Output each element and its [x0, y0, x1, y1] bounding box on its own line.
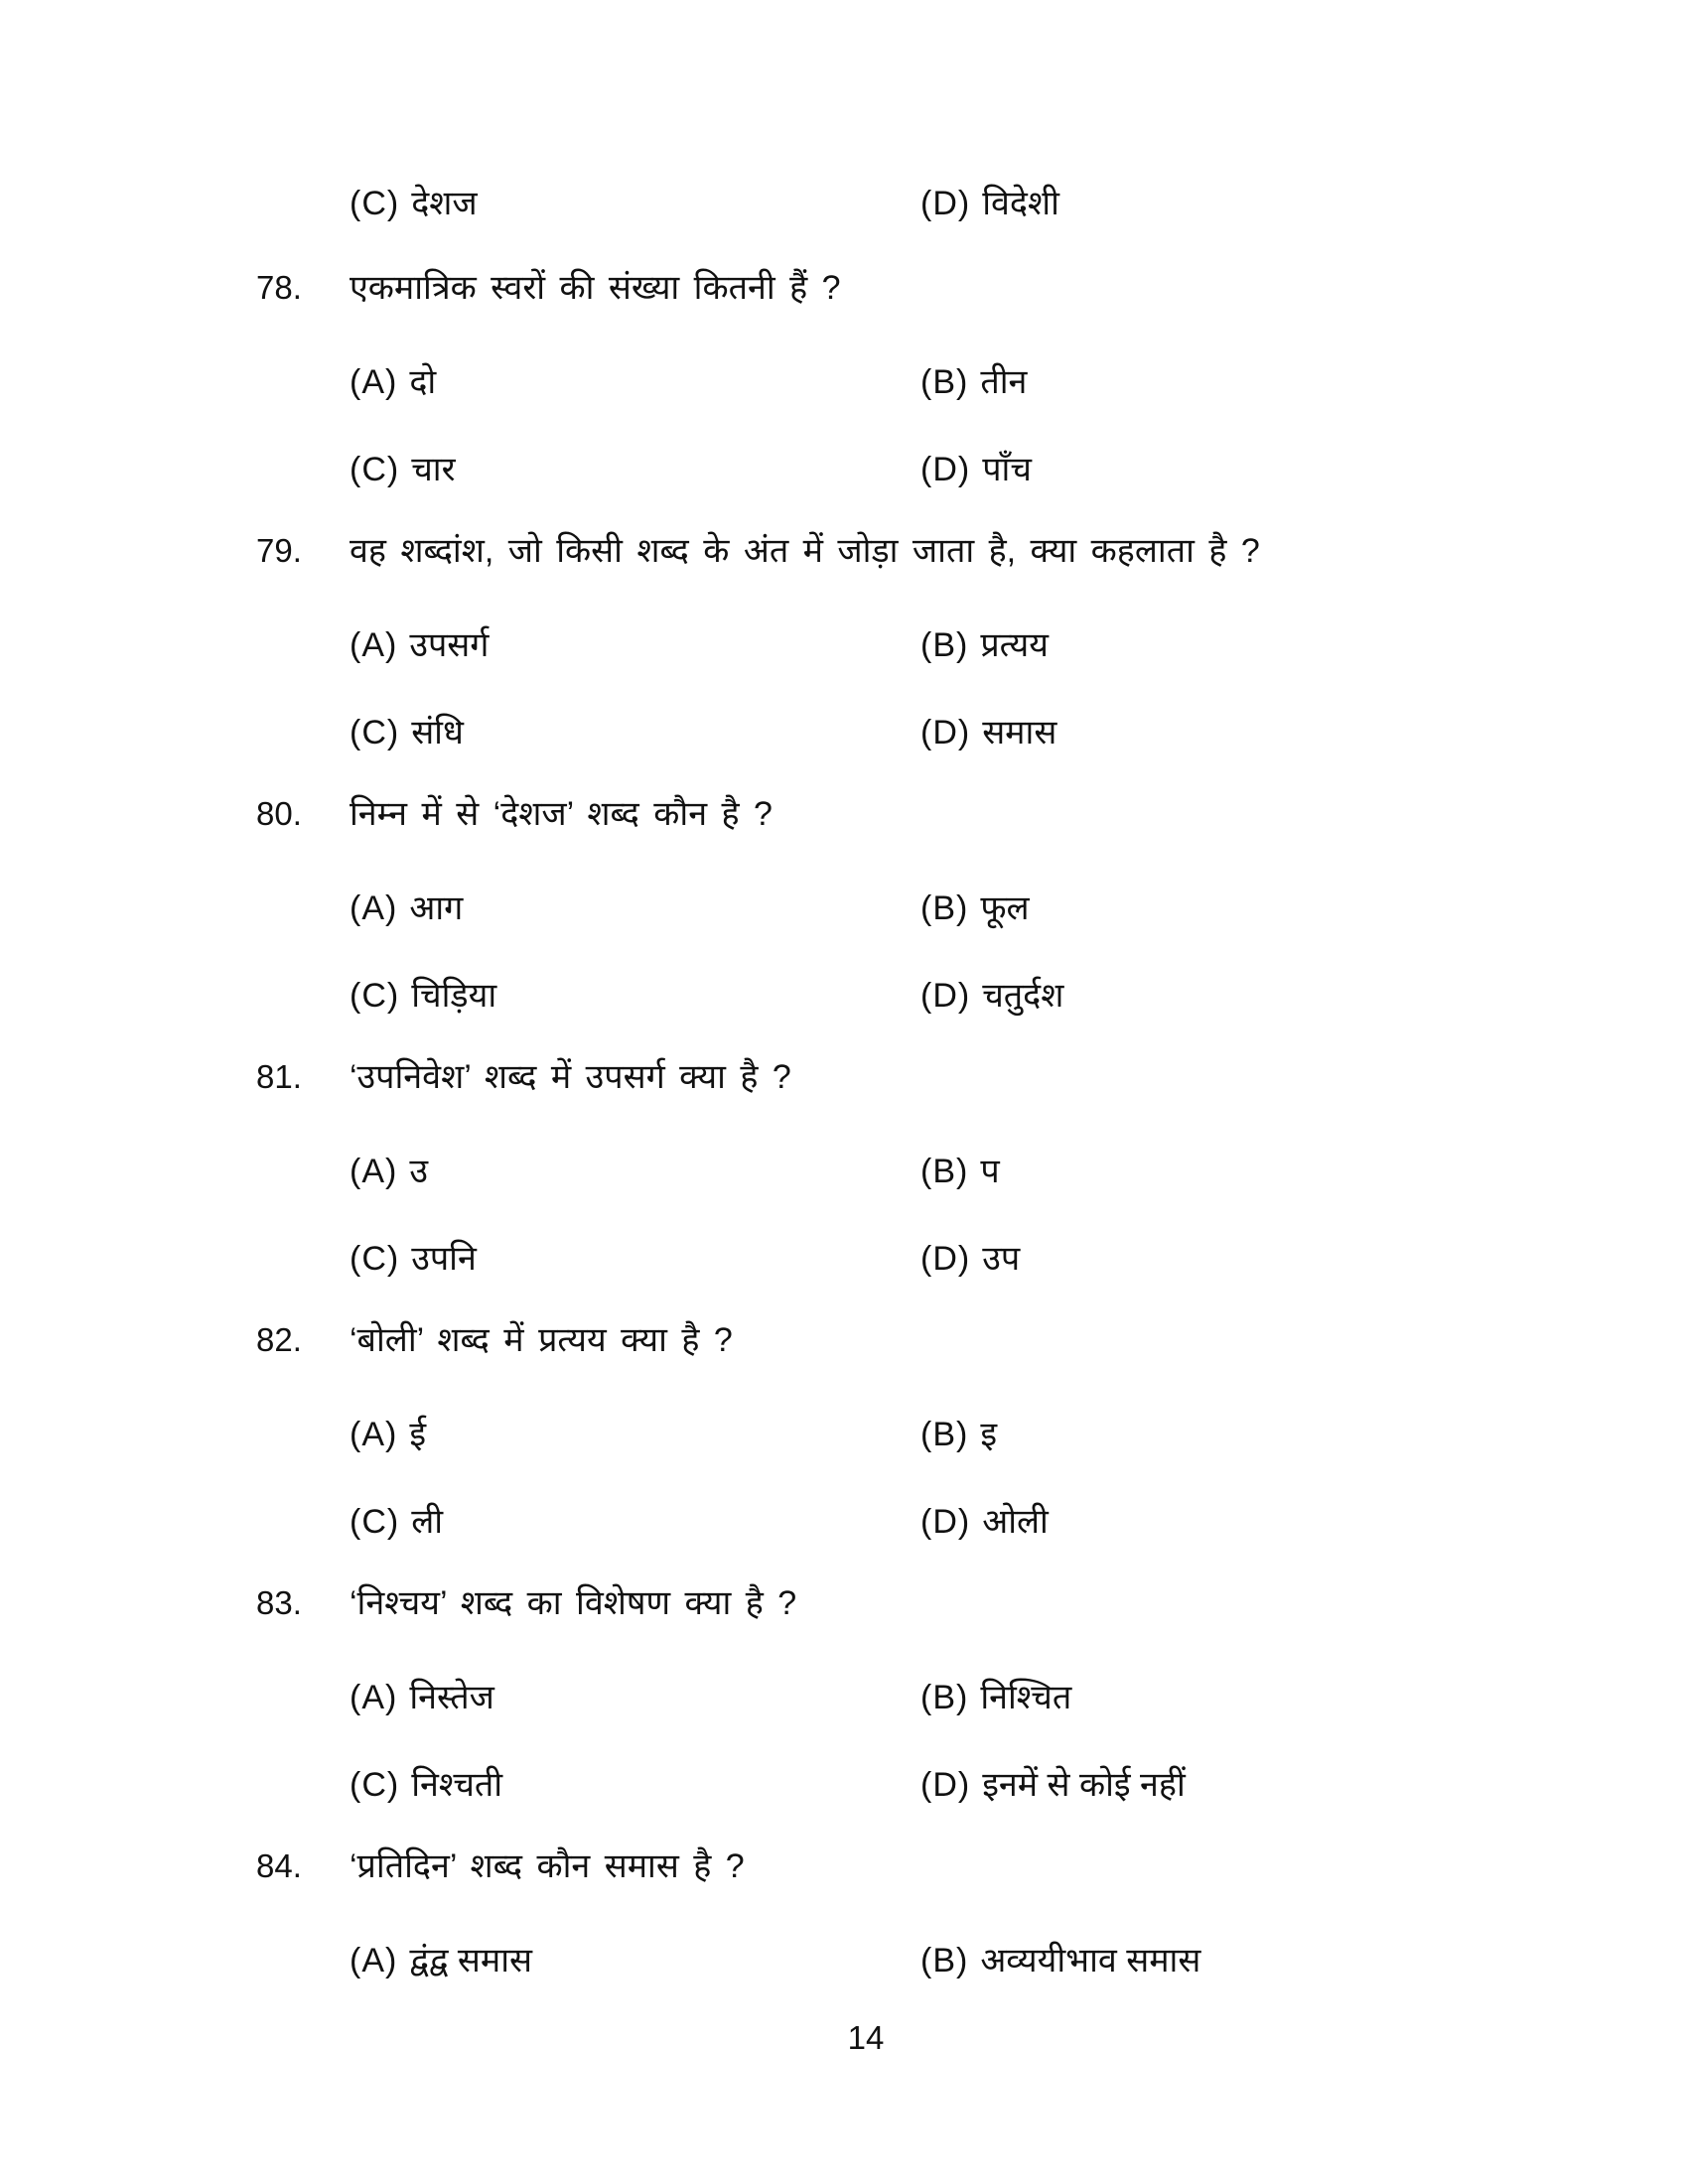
question-82 — [256, 1318, 1688, 1544]
question-text: ‘उपनिवेश’ शब्द में उपसर्ग क्या है ? — [350, 1058, 791, 1096]
question-81-options — [350, 1150, 1688, 1281]
option-letter: (A) — [350, 363, 398, 401]
question-text: ‘निश्चय’ शब्द का विशेषण क्या है ? — [350, 1584, 797, 1622]
option-letter: (C) — [350, 451, 400, 488]
option-d — [920, 1763, 1688, 1807]
option-letter: (D) — [920, 1766, 971, 1804]
question-row — [256, 1844, 1688, 1888]
option-text: निश्चती — [411, 1766, 503, 1804]
option-text: निश्चित — [980, 1679, 1072, 1716]
option-a — [350, 360, 920, 404]
question-79 — [256, 529, 1688, 754]
option-a — [350, 623, 920, 667]
option-text: पाँच — [982, 451, 1032, 488]
option-d — [920, 711, 1688, 754]
option-text: संधि — [411, 714, 464, 751]
question-80 — [256, 792, 1688, 1018]
option-letter: (B) — [920, 626, 969, 664]
option-letter: (D) — [920, 451, 971, 488]
question-text: एकमात्रिक स्वरों की संख्या कितनी हैं ? — [350, 269, 841, 307]
option-letter: (A) — [350, 1942, 398, 1979]
option-letter: (B) — [920, 363, 969, 401]
option-c — [350, 1500, 920, 1544]
option-d — [920, 1237, 1688, 1281]
option-text: देशज — [411, 185, 478, 222]
option-letter: (D) — [920, 977, 971, 1015]
question-number: 79. — [256, 532, 302, 569]
option-letter: (C) — [350, 1240, 400, 1278]
option-text: द्वंद्व समास — [409, 1942, 532, 1979]
question-number: 82. — [256, 1321, 302, 1358]
option-letter: (B) — [920, 1679, 969, 1716]
option-text: चिड़िया — [411, 977, 497, 1015]
question-78-options — [350, 360, 1688, 491]
option-text: अव्ययीभाव समास — [980, 1942, 1201, 1979]
question-row — [256, 529, 1688, 573]
question-row — [256, 1581, 1688, 1625]
question-77-options — [350, 182, 1688, 225]
option-letter: (D) — [920, 185, 971, 222]
option-a — [350, 1939, 920, 1982]
question-number: 84. — [256, 1847, 302, 1884]
option-letter: (C) — [350, 1766, 400, 1804]
option-d — [920, 1500, 1688, 1544]
option-letter: (B) — [920, 1416, 969, 1453]
question-number: 80. — [256, 795, 302, 832]
option-b — [920, 887, 1688, 930]
option-d — [920, 448, 1688, 491]
option-text: निस्तेज — [409, 1679, 494, 1716]
option-text: विदेशी — [982, 185, 1059, 222]
question-number: 78. — [256, 269, 302, 306]
option-text: समास — [982, 714, 1057, 751]
question-82-options — [350, 1413, 1688, 1544]
question-79-options — [350, 623, 1688, 754]
option-letter: (B) — [920, 889, 969, 927]
question-81 — [256, 1055, 1688, 1281]
question-text: वह शब्दांश, जो किसी शब्द के अंत में जोड़ा जाता है, क्या कहलाता है ? — [350, 532, 1260, 570]
option-letter: (A) — [350, 889, 398, 927]
question-number: 83. — [256, 1584, 302, 1621]
option-text: तीन — [980, 363, 1028, 401]
option-a — [350, 1413, 920, 1456]
option-text: प — [980, 1153, 1000, 1190]
option-text: चार — [411, 451, 456, 488]
option-b — [920, 1939, 1688, 1982]
option-text: उ — [409, 1153, 428, 1190]
option-b — [920, 1413, 1688, 1456]
option-letter: (A) — [350, 1153, 398, 1190]
option-text: उपनि — [411, 1240, 477, 1278]
option-text: इनमें से कोई नहीं — [982, 1766, 1186, 1804]
option-text: चतुर्दश — [982, 977, 1064, 1015]
option-b — [920, 1676, 1688, 1719]
option-b — [920, 360, 1688, 404]
option-text: फूल — [980, 889, 1030, 927]
option-c — [350, 448, 920, 491]
option-letter: (A) — [350, 1416, 398, 1453]
question-83-options — [350, 1676, 1688, 1807]
option-letter: (C) — [350, 185, 400, 222]
option-c — [350, 974, 920, 1018]
option-letter: (D) — [920, 1503, 971, 1541]
option-c — [350, 1763, 920, 1807]
option-c — [350, 1237, 920, 1281]
option-text: उप — [982, 1240, 1021, 1278]
option-text: इ — [980, 1416, 998, 1453]
question-78 — [256, 266, 1688, 491]
question-80-options — [350, 887, 1688, 1018]
option-letter: (A) — [350, 626, 398, 664]
question-row — [256, 792, 1688, 836]
question-84-options — [350, 1939, 1688, 1982]
page-number: 14 — [847, 2019, 885, 2056]
question-text: ‘बोली’ शब्द में प्रत्यय क्या है ? — [350, 1321, 733, 1359]
question-84 — [256, 1844, 1688, 1982]
question-83 — [256, 1581, 1688, 1807]
option-letter: (B) — [920, 1942, 969, 1979]
option-text: ई — [409, 1416, 427, 1453]
question-number: 81. — [256, 1058, 302, 1095]
option-text: प्रत्यय — [980, 626, 1049, 664]
option-letter: (B) — [920, 1153, 969, 1190]
question-row — [256, 1318, 1688, 1362]
option-letter: (C) — [350, 1503, 400, 1541]
option-c — [350, 711, 920, 754]
question-text: ‘प्रतिदिन’ शब्द कौन समास है ? — [350, 1847, 745, 1885]
option-letter: (A) — [350, 1679, 398, 1716]
option-b — [920, 1150, 1688, 1193]
option-text: ओली — [982, 1503, 1049, 1541]
option-a — [350, 1676, 920, 1719]
option-text: आग — [409, 889, 464, 927]
option-a — [350, 1150, 920, 1193]
option-text: दो — [409, 363, 437, 401]
option-letter: (D) — [920, 1240, 971, 1278]
option-letter: (C) — [350, 714, 400, 751]
option-b — [920, 623, 1688, 667]
option-text: उपसर्ग — [409, 626, 490, 664]
option-text: ली — [411, 1503, 444, 1541]
option-d — [920, 182, 1688, 225]
question-row — [256, 1055, 1688, 1099]
option-a — [350, 887, 920, 930]
question-row — [256, 266, 1688, 310]
option-letter: (C) — [350, 977, 400, 1015]
option-d — [920, 974, 1688, 1018]
option-c — [350, 182, 920, 225]
option-letter: (D) — [920, 714, 971, 751]
question-text: निम्न में से ‘देशज’ शब्द कौन है ? — [350, 795, 773, 833]
